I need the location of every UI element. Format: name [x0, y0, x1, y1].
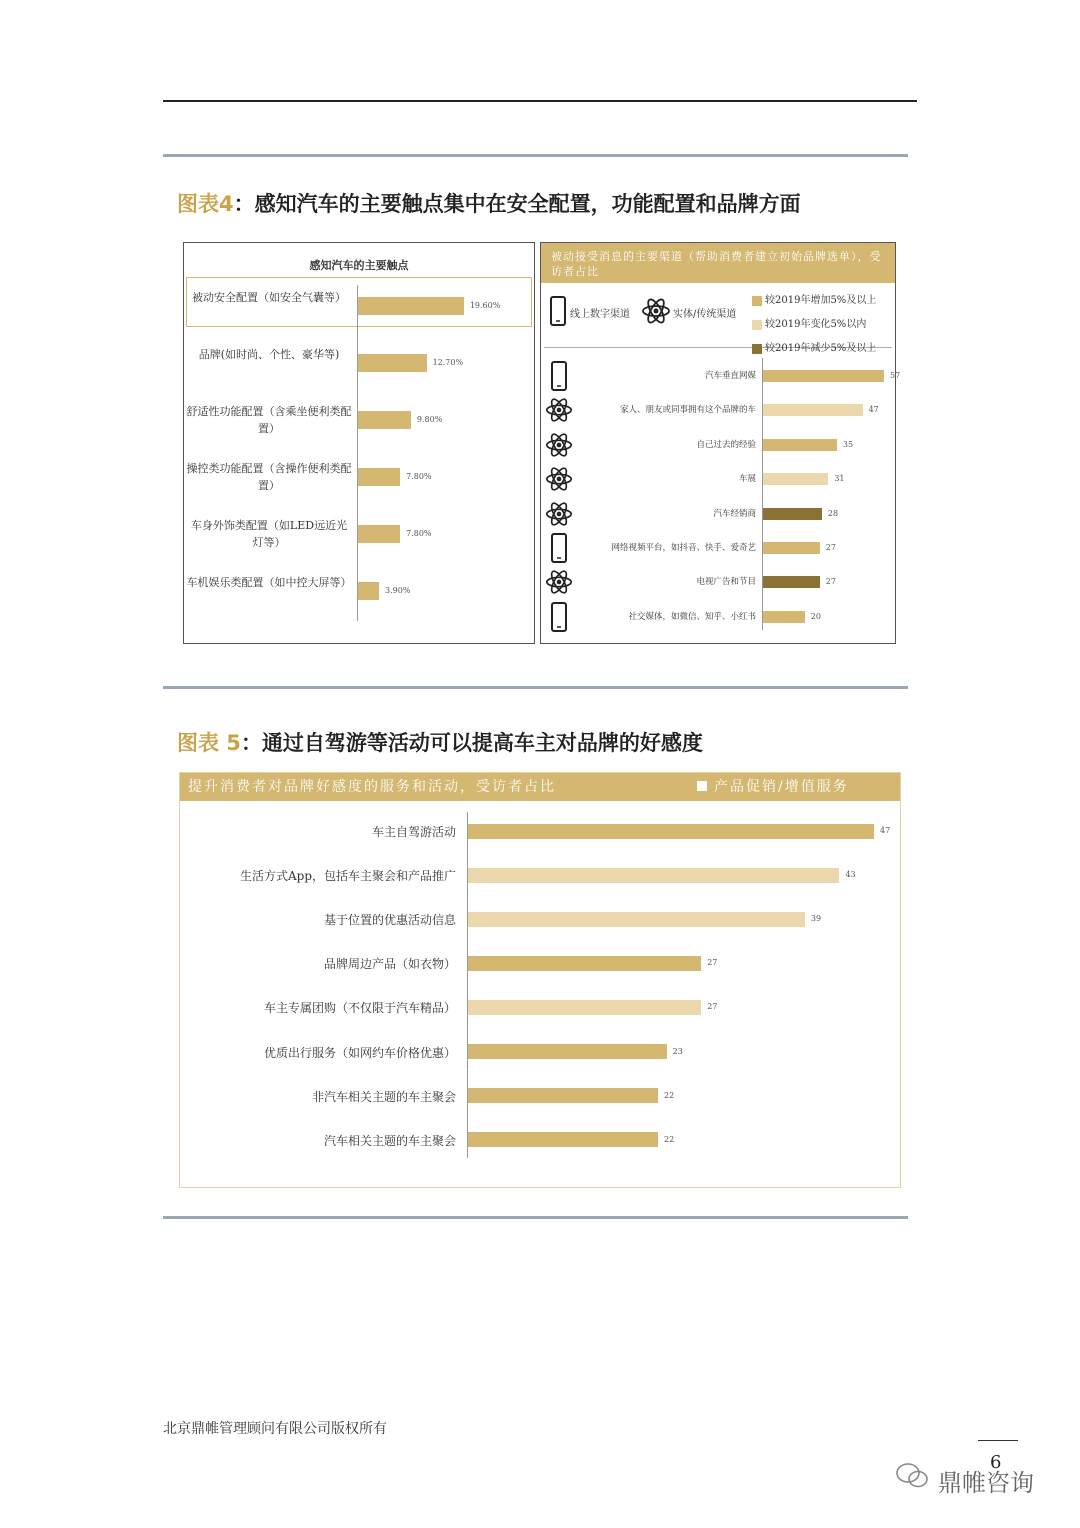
phone-icon	[550, 602, 568, 636]
legend-swatch-flat	[752, 320, 762, 330]
favor-value: 27	[707, 1002, 718, 1012]
favor-label: 车主自驾游活动	[371, 825, 456, 839]
channel-label: 自己过去的经验	[696, 439, 756, 450]
channel-label: 电视广告和节目	[696, 577, 756, 588]
legend-swatch-up	[752, 296, 762, 306]
channel-bar	[762, 542, 820, 554]
favor-value: 43	[845, 870, 856, 880]
legend-swatch-down	[752, 344, 762, 354]
favor-label: 车主专属团购（不仅限于汽车精品）	[263, 1001, 456, 1016]
channel-label: 网络视频平台，如抖音、快手、爱奇艺	[611, 543, 756, 553]
favor-value: 23	[672, 1046, 683, 1056]
page-number-rule	[978, 1440, 1018, 1441]
favor-value: 39	[810, 914, 822, 924]
legend-physical-label: 实体/传统渠道	[673, 309, 737, 320]
channel-label: 家人、朋友或同事拥有这个品牌的车	[619, 405, 756, 416]
favor-value: 22	[664, 1134, 675, 1144]
fig4-left-title: 感知汽车的主要触点	[309, 259, 409, 272]
favor-label: 优质出行服务（如网约车价格优惠）	[263, 1045, 456, 1060]
channel-value: 27	[825, 577, 836, 587]
favor-bar	[468, 1088, 658, 1103]
phone-icon	[550, 361, 568, 395]
channel-bar	[762, 439, 837, 451]
channel-label: 车展	[738, 474, 756, 485]
atom-icon	[544, 395, 574, 429]
channel-value: 20	[810, 611, 821, 621]
legend-item-flat: 较2019年变化5%以内	[752, 313, 876, 337]
favor-label: 生活方式App，包括车主聚会和产品推广	[239, 869, 456, 884]
touchpoint-bar	[358, 297, 464, 315]
legend-online-label: 线上数字渠道	[570, 309, 630, 320]
watermark-brand: 鼎帷咨询	[938, 1469, 1034, 1497]
section-rule-2	[163, 686, 908, 689]
channel-value: 31	[834, 474, 845, 484]
fig5-header: 提升消费者对品牌好感度的服务和活动，受访者占比	[180, 773, 900, 801]
favor-bar	[468, 956, 701, 971]
atom-icon	[544, 499, 574, 533]
atom-icon	[544, 567, 574, 601]
fig5-legend-label: 产品促销/增值服务	[714, 779, 849, 795]
touchpoint-bar	[358, 525, 400, 543]
fig4-left-axis	[357, 285, 358, 621]
touchpoint-value: 7.80%	[406, 529, 432, 538]
touchpoint-label: 操控类功能配置（含操作便利类配置）	[186, 462, 352, 492]
fig4-title-text: ：感知汽车的主要触点集中在安全配置，功能配置和品牌方面	[233, 192, 801, 216]
channel-bar	[762, 404, 863, 416]
touchpoint-bar	[358, 354, 427, 372]
channel-label: 汽车经销商	[713, 508, 756, 519]
channel-bar	[762, 611, 805, 623]
favor-bar	[468, 912, 805, 927]
fig4-title-lead: 图表4	[177, 192, 234, 216]
fig5-legend-swatch	[696, 780, 708, 792]
fig5-title	[177, 727, 703, 757]
legend-item-down: 较2019年减少5%及以上	[752, 337, 876, 361]
atom-icon	[544, 464, 574, 498]
channel-bar	[762, 370, 884, 382]
channel-bar	[762, 508, 822, 520]
favor-label: 汽车相关主题的车主聚会	[323, 1133, 456, 1148]
channel-axis	[762, 358, 763, 630]
fig5-title-lead: 图表 5	[177, 731, 241, 755]
fig4-right-header: 被动接受消息的主要渠道（帮助消费者建立初始品牌选单），受访者占比	[541, 243, 895, 283]
channel-bar	[762, 576, 820, 588]
channel-value: 47	[868, 405, 879, 415]
atom-icon	[544, 430, 574, 464]
touchpoint-bar	[358, 411, 411, 429]
touchpoint-bar	[358, 582, 379, 600]
wechat-icon	[895, 1462, 929, 1494]
touchpoint-label: 车身外饰类配置（如LED远近光灯等）	[190, 519, 348, 549]
favor-value: 22	[664, 1090, 675, 1100]
favor-bar	[468, 824, 874, 839]
touchpoint-bar	[358, 468, 400, 486]
section-rule-1	[163, 154, 908, 157]
favor-bar	[468, 1000, 701, 1015]
touchpoint-label: 车机娱乐类配置（如中控大屏等）	[186, 576, 352, 589]
phone-icon	[550, 533, 568, 567]
channel-value: 57	[890, 371, 901, 380]
channel-value: 35	[842, 439, 854, 449]
favor-value: 47	[880, 826, 891, 835]
favor-value: 27	[707, 958, 718, 968]
channel-label: 社交媒体，如微信、知乎、小红书	[628, 611, 756, 622]
touchpoint-value: 9.80%	[416, 415, 443, 424]
top-rule	[163, 100, 917, 102]
favor-bar	[468, 1044, 667, 1059]
touchpoint-label: 品牌(如时尚、个性、豪华等)	[198, 348, 340, 361]
favor-bar	[468, 868, 839, 883]
channel-bar	[762, 473, 828, 485]
favor-label: 品牌周边产品（如衣物）	[323, 957, 456, 972]
section-rule-3	[163, 1216, 908, 1219]
footer-copyright: 北京鼎帷管理顾问有限公司版权所有	[163, 1421, 387, 1437]
favor-bar	[468, 1132, 658, 1147]
fig5-title-text: ：通过自驾游等活动可以提高车主对品牌的好感度	[240, 731, 703, 755]
legend-atom-icon	[640, 295, 672, 331]
legend-phone-icon	[549, 296, 567, 330]
channel-value: 28	[827, 508, 839, 518]
touchpoint-value: 19.60%	[469, 301, 501, 310]
fig5-axis	[467, 812, 468, 1158]
page-number: 6	[990, 1452, 1002, 1473]
touchpoint-value: 12.70%	[432, 358, 464, 367]
favor-label: 基于位置的优惠活动信息	[323, 913, 456, 928]
touchpoint-label: 舒适性功能配置（含乘坐便利类配置）	[186, 405, 352, 435]
touchpoint-value: 3.90%	[385, 586, 411, 595]
legend-item-up: 较2019年增加5%及以上	[752, 289, 876, 313]
channel-label: 汽车垂直网媒	[704, 371, 756, 381]
favor-label: 非汽车相关主题的车主聚会	[311, 1089, 456, 1104]
fig4-title	[177, 188, 801, 218]
change-legend	[752, 289, 876, 361]
touchpoint-value: 7.80%	[406, 472, 432, 481]
channel-value: 27	[825, 543, 836, 552]
touchpoint-label: 被动安全配置（如安全气囊等）	[192, 291, 346, 304]
